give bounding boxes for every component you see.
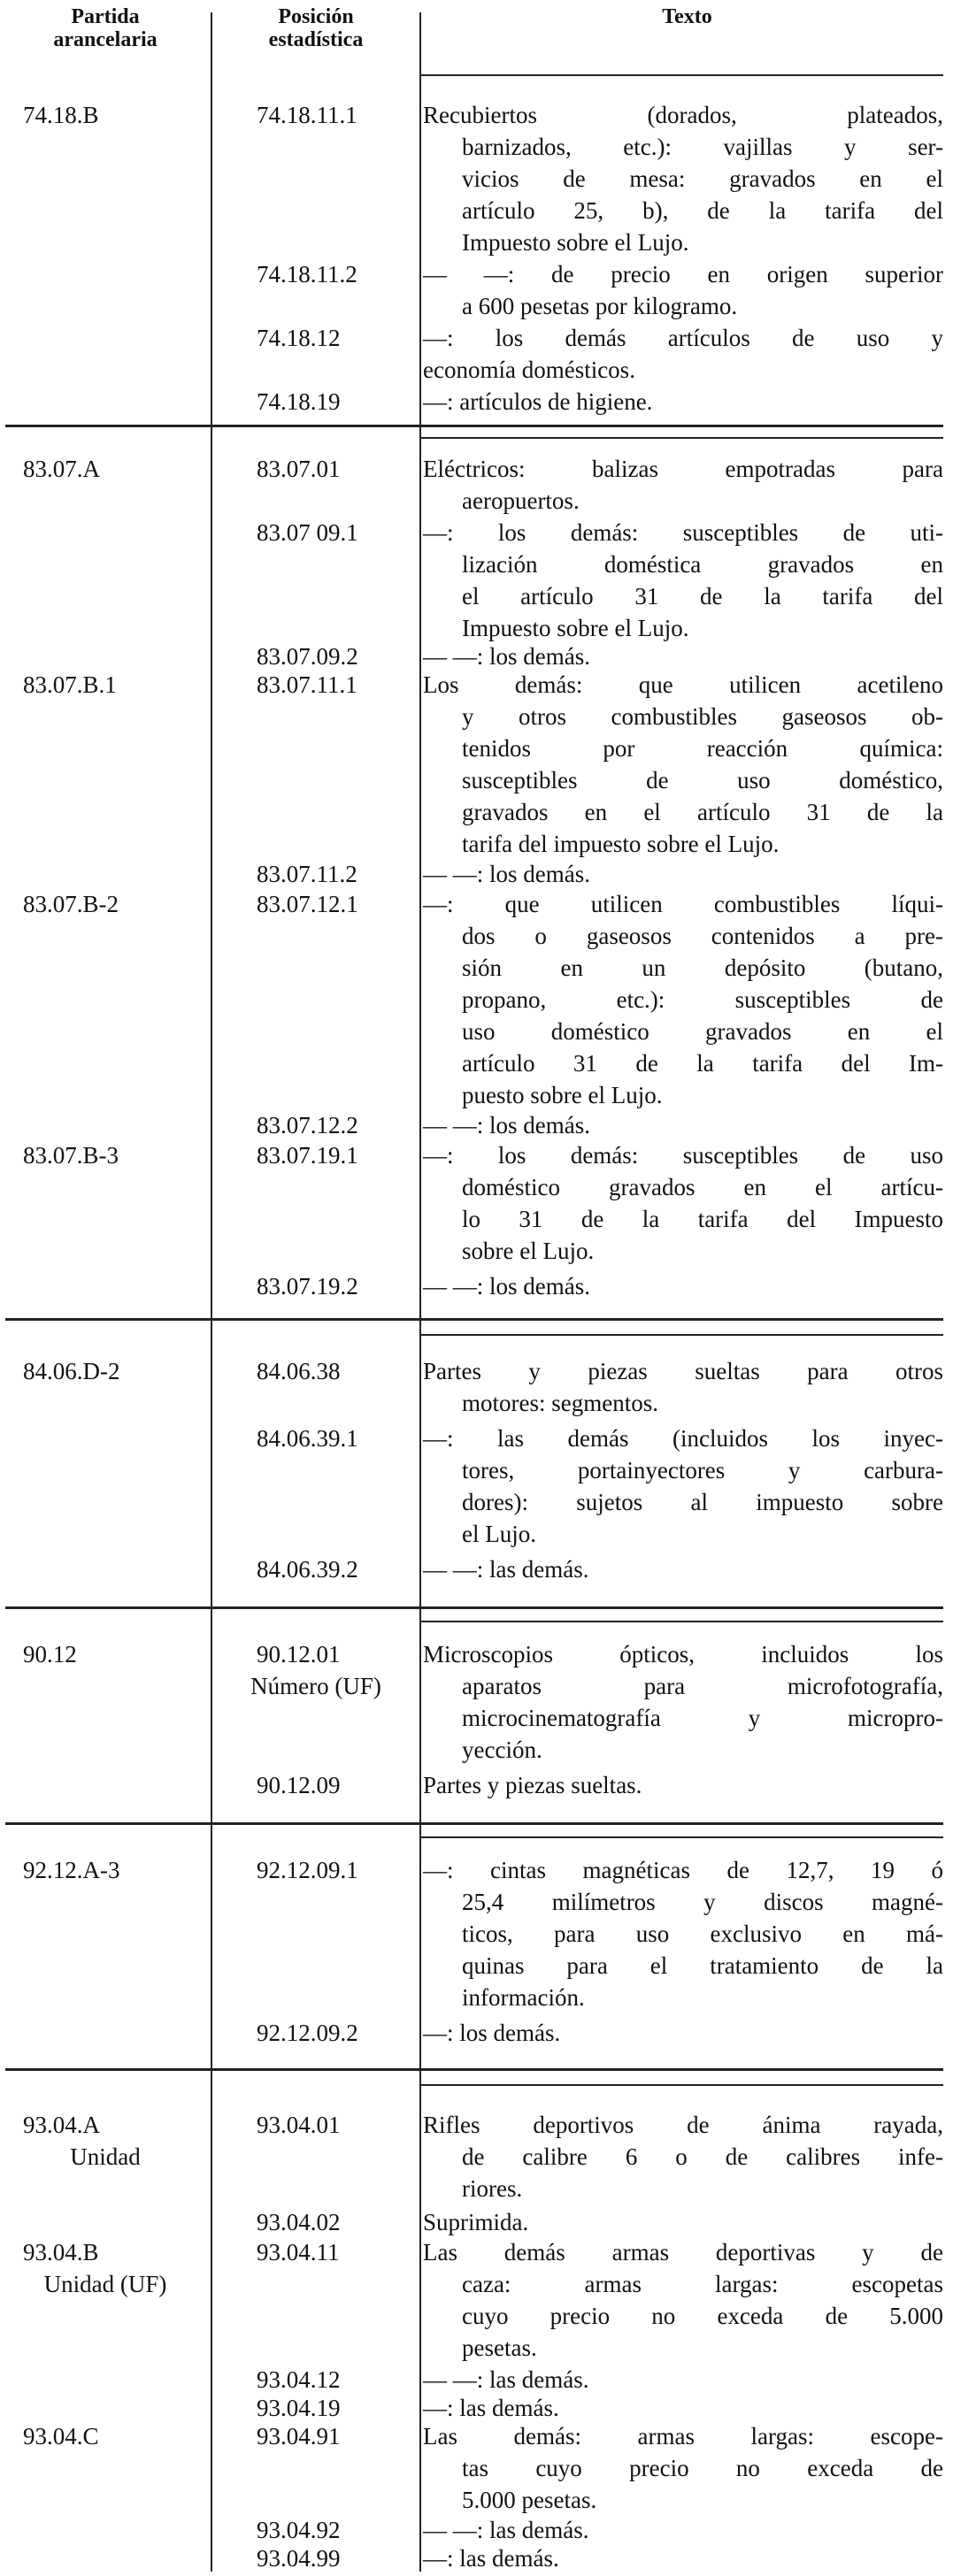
posicion-cell: 93.04.19 <box>257 2395 341 2421</box>
header-posicion-line2: estadística <box>268 28 364 51</box>
text-column-rule <box>421 2084 943 2086</box>
table-row <box>0 485 953 517</box>
table-row <box>0 984 953 1016</box>
texto-cell: dos o gaseosos contenidos a pre- <box>462 923 943 949</box>
posicion-cell: 84.06.39.1 <box>257 1425 358 1452</box>
table-row <box>0 640 953 672</box>
posicion-cell: 84.06.39.2 <box>257 1556 358 1583</box>
table-row <box>0 354 953 386</box>
table-row <box>0 1079 953 1111</box>
texto-cell: —: los demás artículos de uso y <box>423 325 943 351</box>
posicion-cell: 74.18.11.1 <box>257 102 357 128</box>
posicion-cell: 74.18.11.2 <box>257 261 357 288</box>
table-row <box>0 764 953 796</box>
texto-cell: caza: armas largas: escopetas <box>462 2271 943 2297</box>
texto-cell: sobre el Lujo. <box>462 1238 595 1264</box>
posicion-cell: 93.04.12 <box>257 2366 341 2393</box>
texto-cell: Microscopios ópticos, incluidos los <box>423 1641 943 1668</box>
texto-cell: Suprimida. <box>423 2209 529 2235</box>
texto-cell: de calibre 6 o de calibres infe- <box>462 2143 943 2170</box>
texto-cell: aparatos para microfotografía, <box>462 1673 943 1699</box>
table-row <box>0 1553 953 1585</box>
texto-cell: a 600 pesetas por kilogramo. <box>462 293 738 319</box>
texto-cell: Eléctricos: balizas empotradas para <box>423 456 943 482</box>
texto-cell: — —: de precio en origen superior <box>423 261 943 288</box>
table-row <box>0 2017 953 2049</box>
posicion-cell: 83.07.12.1 <box>257 891 358 917</box>
posicion-cell: 83.07.01 <box>257 456 341 482</box>
partida-cell: 93.04.A <box>23 2112 100 2138</box>
table-row <box>0 1355 953 1387</box>
table-row <box>0 163 953 195</box>
table-row <box>0 2300 953 2332</box>
table-row <box>0 580 953 612</box>
texto-cell: lización doméstica gravados en <box>462 551 943 578</box>
table-row <box>0 1203 953 1235</box>
texto-cell: tas cuyo precio no exceda de <box>462 2455 943 2481</box>
texto-cell: economía domésticos. <box>423 356 635 383</box>
posicion-cell: 83.07.11.2 <box>257 861 357 887</box>
table-row <box>0 1047 953 1079</box>
texto-cell: —: que utilicen combustibles líqui- <box>423 891 943 917</box>
table-row <box>0 1854 953 1886</box>
table-row <box>0 1982 953 2013</box>
table-row <box>0 669 953 701</box>
texto-cell: — —: los demás. <box>423 1112 590 1138</box>
text-column-rule <box>421 74 943 76</box>
text-column-rule <box>421 1334 943 1336</box>
section-separator <box>5 425 943 427</box>
texto-cell: artículo 25, b), de la tarifa del <box>462 197 943 224</box>
table-row <box>0 386 953 418</box>
texto-cell: el artículo 31 de la tarifa del <box>462 583 943 610</box>
posicion-cell: 93.04.91 <box>257 2423 341 2450</box>
texto-cell: yección. <box>462 1736 542 1763</box>
texto-cell: dores): sujetos al impuesto sobre <box>462 1489 943 1515</box>
posicion-cell: Número (UF) <box>250 1673 381 1699</box>
posicion-cell: 93.04.02 <box>257 2209 341 2235</box>
header-partida <box>0 5 211 51</box>
texto-cell: Las demás armas deportivas y de <box>423 2239 943 2266</box>
texto-cell: motores: segmentos. <box>462 1390 658 1416</box>
partida-cell: 92.12.A-3 <box>23 1857 120 1883</box>
partida-cell: 83.07.B-2 <box>23 891 119 917</box>
texto-cell: — —: las demás. <box>423 2366 589 2393</box>
section-separator <box>5 1318 943 1321</box>
texto-cell: puesto sobre el Lujo. <box>462 1082 663 1108</box>
table-row <box>0 1918 953 1950</box>
texto-cell: —: cintas magnéticas de 12,7, 19 ó <box>423 1857 943 1883</box>
posicion-cell: 93.04.01 <box>257 2112 341 2138</box>
texto-cell: pesetas. <box>462 2334 537 2361</box>
texto-cell: propano, etc.): susceptibles de <box>462 986 943 1013</box>
texto-cell: ticos, para uso exclusivo en má- <box>462 1920 943 1947</box>
table-row <box>0 99 953 131</box>
table-row <box>0 2206 953 2238</box>
posicion-cell: 93.04.99 <box>257 2545 341 2572</box>
table-row <box>0 612 953 644</box>
posicion-cell: 74.18.19 <box>257 388 341 415</box>
texto-cell: cuyo precio no exceda de 5.000 <box>462 2303 943 2329</box>
header-posicion-line1: Posición <box>278 5 354 28</box>
posicion-cell: 92.12.09.1 <box>257 1857 358 1883</box>
texto-cell: doméstico gravados en el artícu- <box>462 1174 943 1200</box>
texto-cell: Impuesto sobre el Lujo. <box>462 229 689 256</box>
table-row <box>0 1769 953 1801</box>
texto-cell: tarifa del impuesto sobre el Lujo. <box>462 831 780 857</box>
table-row <box>0 2392 953 2424</box>
texto-cell: — —: los demás. <box>423 861 590 887</box>
texto-cell: Recubiertos (dorados, plateados, <box>423 102 943 128</box>
table-row <box>0 322 953 354</box>
partida-cell: 90.12 <box>23 1641 77 1668</box>
partida-cell: 93.04.C <box>23 2423 99 2450</box>
texto-cell: gravados en el artículo 31 de la <box>462 799 943 825</box>
texto-cell: —: artículos de higiene. <box>423 388 653 415</box>
posicion-cell: 83.07.11.1 <box>257 671 357 698</box>
table-row <box>0 1950 953 1982</box>
texto-cell: 5.000 pesetas. <box>462 2487 597 2513</box>
table-row <box>0 1702 953 1734</box>
texto-cell: — —: las demás. <box>423 2517 589 2543</box>
table-row <box>0 226 953 258</box>
table-row <box>0 2141 953 2173</box>
header-posicion <box>212 5 419 51</box>
table-row <box>0 2268 953 2300</box>
posicion-cell: 83.07.19.2 <box>257 1273 358 1300</box>
texto-cell: tores, portainyectores y carbura- <box>462 1457 943 1484</box>
texto-cell: —: las demás. <box>423 2545 559 2572</box>
texto-cell: Partes y piezas sueltas. <box>423 1772 642 1798</box>
texto-cell: 25,4 milímetros y discos magné- <box>462 1889 943 1915</box>
texto-cell: — —: las demás. <box>423 1556 589 1583</box>
partida-cell: 93.04.B <box>23 2239 99 2266</box>
texto-cell: aeropuertos. <box>462 487 580 514</box>
table-row <box>0 2452 953 2484</box>
table-row <box>0 2109 953 2141</box>
posicion-cell: 83.07.09.2 <box>257 643 358 670</box>
table-row <box>0 1638 953 1670</box>
table-row <box>0 858 953 890</box>
partida-cell: 84.06.D-2 <box>23 1358 120 1384</box>
section-separator <box>5 1822 943 1825</box>
texto-cell: sión en un depósito (butano, <box>462 954 943 981</box>
partida-cell: 83.07.A <box>23 456 100 482</box>
texto-cell: — —: los demás. <box>423 1273 590 1300</box>
table-row <box>0 2364 953 2396</box>
texto-cell: —: los demás. <box>423 2020 561 2046</box>
texto-cell: Impuesto sobre el Lujo. <box>462 615 689 641</box>
table-row <box>0 1734 953 1766</box>
section-separator <box>5 1606 943 1609</box>
table-row <box>0 920 953 952</box>
partida-cell: 83.07.B.1 <box>23 671 117 698</box>
texto-cell: información. <box>462 1984 585 2011</box>
table-row <box>0 952 953 984</box>
texto-cell: vicios de mesa: gravados en el <box>462 165 943 192</box>
table-row <box>0 732 953 764</box>
texto-cell: —: los demás: susceptibles de uso <box>423 1142 943 1169</box>
texto-cell: —: las demás. <box>423 2395 559 2421</box>
table-row <box>0 2420 953 2452</box>
texto-cell: uso doméstico gravados en el <box>462 1018 943 1045</box>
texto-cell: riores. <box>462 2175 523 2202</box>
texto-cell: — —: los demás. <box>423 643 590 670</box>
table-row <box>0 888 953 920</box>
texto-cell: lo 31 de la tarifa del Impuesto <box>462 1206 943 1232</box>
text-column-rule <box>421 1621 943 1622</box>
table-row <box>0 1270 953 1302</box>
texto-cell: susceptibles de uso doméstico, <box>462 767 943 794</box>
text-column-rule <box>421 1836 943 1838</box>
texto-cell: Rifles deportivos de ánima rayada, <box>423 2112 943 2138</box>
texto-cell: tenidos por reacción química: <box>462 735 943 762</box>
texto-cell: barnizados, etc.): vajillas y ser- <box>462 134 943 160</box>
table-row <box>0 2542 953 2574</box>
texto-cell: Las demás: armas largas: escope- <box>423 2423 943 2450</box>
posicion-cell: 93.04.11 <box>257 2239 340 2266</box>
table-row <box>0 1235 953 1267</box>
table-row <box>0 2332 953 2364</box>
posicion-cell: 92.12.09.2 <box>257 2020 358 2046</box>
partida-cell: Unidad (UF) <box>43 2271 167 2297</box>
table-row <box>0 1670 953 1702</box>
table-row <box>0 1486 953 1518</box>
table-row <box>0 828 953 860</box>
table-row <box>0 796 953 828</box>
table-row <box>0 2484 953 2516</box>
posicion-cell: 90.12.09 <box>257 1772 341 1798</box>
posicion-cell: 90.12.01 <box>257 1641 341 1668</box>
partida-cell: 83.07.B-3 <box>23 1142 119 1169</box>
texto-cell: el Lujo. <box>462 1521 536 1547</box>
table-row <box>0 701 953 732</box>
table-row <box>0 548 953 580</box>
section-separator <box>5 2068 943 2071</box>
partida-cell: 74.18.B <box>23 102 99 128</box>
table-row <box>0 1422 953 1454</box>
table-row <box>0 1387 953 1419</box>
posicion-cell: 93.04.92 <box>257 2517 341 2543</box>
texto-cell: quinas para el tratamiento de la <box>462 1952 943 1979</box>
table-row <box>0 1886 953 1918</box>
texto-cell: —: los demás: susceptibles de uti- <box>423 519 943 546</box>
texto-cell: Los demás: que utilicen acetileno <box>423 671 943 698</box>
table-row <box>0 1518 953 1550</box>
table-row <box>0 290 953 322</box>
posicion-cell: 74.18.12 <box>257 325 341 351</box>
header-partida-line2: arancelaria <box>53 28 158 51</box>
table-row <box>0 1016 953 1047</box>
posicion-cell: 83.07 09.1 <box>257 519 358 546</box>
table-row <box>0 1139 953 1171</box>
table-row <box>0 1109 953 1141</box>
texto-cell: artículo 31 de la tarifa del Im- <box>462 1050 943 1077</box>
table-row <box>0 1171 953 1203</box>
posicion-cell: 83.07.19.1 <box>257 1142 358 1169</box>
table-row <box>0 2236 953 2268</box>
header-partida-line1: Partida <box>71 5 140 28</box>
table-row <box>0 453 953 485</box>
texto-cell: microcinematografía y micropro- <box>462 1705 943 1731</box>
posicion-cell: 83.07.12.2 <box>257 1112 358 1138</box>
table-row <box>0 517 953 548</box>
posicion-cell: 84.06.38 <box>257 1358 341 1384</box>
table-row <box>0 131 953 163</box>
header-texto: Texto <box>662 5 712 28</box>
texto-cell: —: las demás (incluidos los inyec- <box>423 1425 943 1452</box>
texto-cell: y otros combustibles gaseosos ob- <box>462 703 943 730</box>
table-row <box>0 195 953 226</box>
partida-cell: Unidad <box>70 2143 141 2170</box>
table-row <box>0 2173 953 2204</box>
texto-cell: Partes y piezas sueltas para otros <box>423 1358 943 1384</box>
table-row <box>0 258 953 290</box>
table-row <box>0 2514 953 2546</box>
table-row <box>0 1454 953 1486</box>
text-column-rule <box>421 437 943 439</box>
